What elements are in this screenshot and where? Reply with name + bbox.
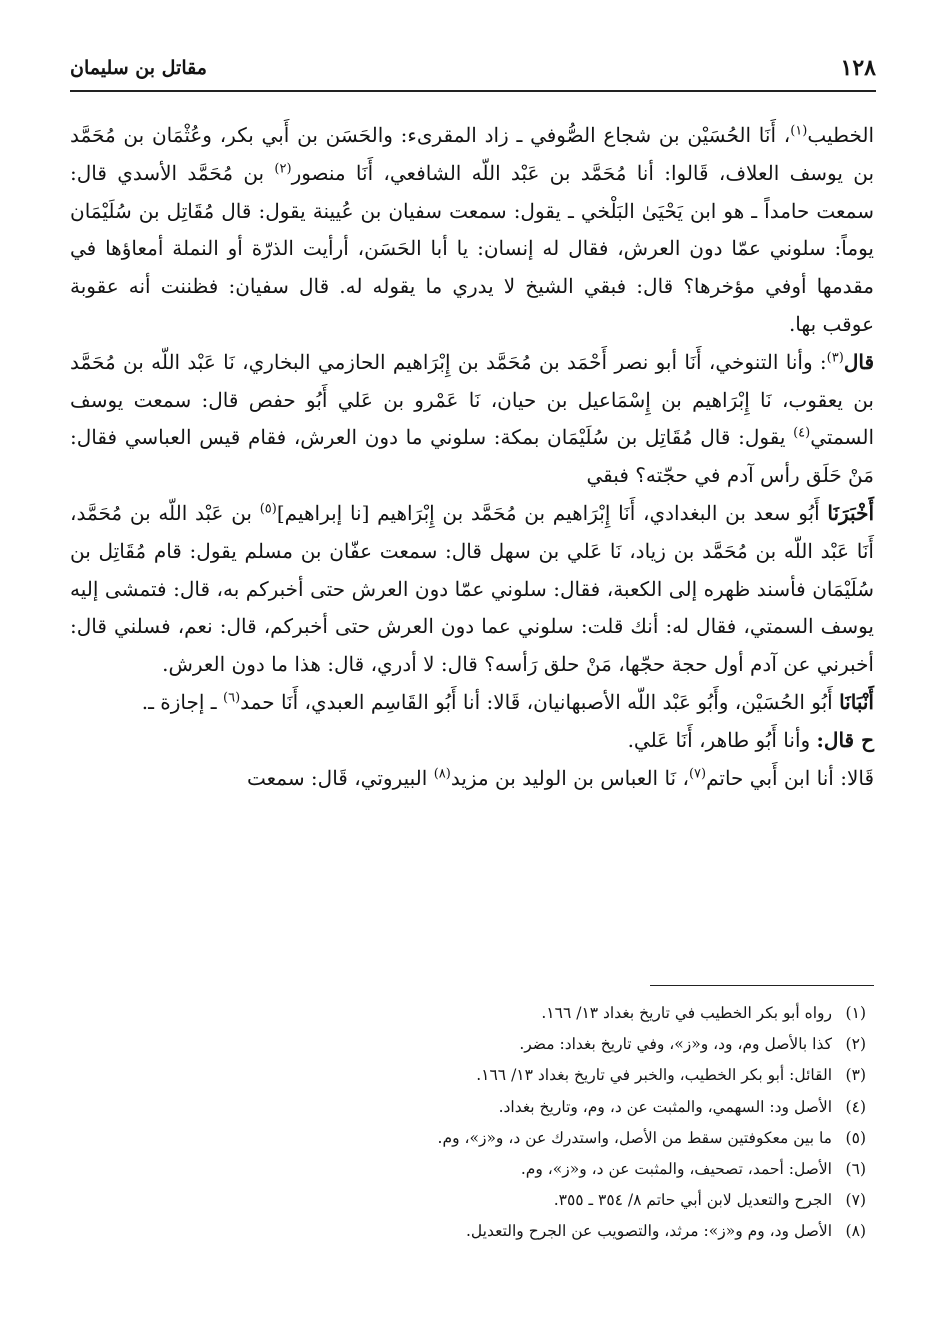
paragraph-lead: أَنْبَانَا — [839, 689, 874, 714]
paragraph-2 — [70, 344, 874, 495]
text-run: : وأنا التنوخي، أَنَا أبو نصر أَحْمَد بن مُحَمَّد بن إِبْرَاهيم الحازمي البخاري، نَا عَبْد اللّه بن مُحَمَّد بن يعقوب، نَا إِبْرَاهيم بن إِسْمَاعيل بن حيان، نَا عَمْرو بن عَلي أَبُو حفص قال: سمعت يوسف السمتي — [70, 349, 874, 450]
text-run: قَالا: أنا ابن أَبي حاتم — [706, 765, 874, 790]
text-run: ، نَا العباس بن الوليد بن مزيد — [450, 765, 689, 790]
footnote-number: (٧) — [845, 1191, 866, 1210]
footnote — [70, 1092, 866, 1123]
footnote-text: الأصل ود: السهمي، والمثبت عن د، وم، وتاريخ بغداد. — [498, 1097, 832, 1116]
text-run: أَبُو الحُسَيْن، وأَبُو عَبْد اللّه الأصبهانيان، قَالا: أنا أَبُو القَاسِم العبدي، أَنَا حمد — [240, 689, 840, 714]
text-run: الخطيب — [807, 123, 874, 147]
footnote-text: الأصل ود، وم و«ز»: مرثد، والتصويب عن الجرح والتعديل. — [466, 1222, 832, 1241]
footnote-text: الجرح والتعديل لابن أبي حاتم ٨/ ٣٥٤ ـ ٣٥٥. — [553, 1191, 832, 1210]
footnote-ref-3[interactable]: (٣) — [826, 350, 844, 366]
footnote-ref-7[interactable]: (٧) — [688, 765, 707, 781]
paragraph-lead: ح قال: — [816, 727, 874, 752]
footnotes — [70, 998, 866, 1248]
paragraph-1 — [70, 117, 874, 344]
footnote — [70, 1154, 866, 1185]
text-run: البيروتي، قَال: سمعت — [246, 765, 434, 790]
footnote-ref-1[interactable]: (١) — [790, 123, 808, 139]
paragraph-lead: أَخْبَرَنَا — [827, 500, 875, 525]
main-text — [70, 117, 874, 797]
text-run: أَبُو سعد بن البغدادي، أَنَا إِبْرَاهيم بن مُحَمَّد بن إِبْرَاهيم [نا إبراهيم] — [276, 500, 828, 525]
footnote-number: (٥) — [845, 1128, 866, 1147]
footnote-ref-4[interactable]: (٤) — [793, 425, 811, 441]
footnote-number: (٢) — [845, 1035, 866, 1054]
footnote-text: رواه أبو بكر الخطيب في تاريخ بغداد ١٣/ ١٦٦. — [541, 1004, 832, 1022]
paragraph-5 — [70, 722, 874, 760]
footnote — [70, 1029, 866, 1060]
page-number: ١٢٨ — [840, 55, 876, 81]
footnote-number: (٤) — [845, 1097, 866, 1116]
running-title: مقاتل بن سليمان — [70, 57, 207, 79]
paragraph-3 — [70, 495, 874, 684]
footnote — [70, 1216, 866, 1247]
paragraph-6 — [70, 760, 874, 798]
footnote-ref-2[interactable]: (٢) — [274, 161, 292, 177]
text-run: ، أَنَا الحُسَيْن بن شجاع الصُّوفي ـ زاد المقرىء: والحَسَن بن أَبي بكر، وعُثْمَان بن مُحَمَّد بن يوسف العلاف، قَالوا: أنا مُحَمَّد بن عَبْد اللّه الشافعي، أَنَا منصور — [70, 123, 875, 185]
paragraph-lead: قال — [843, 349, 874, 374]
header-rule — [70, 90, 876, 92]
footnote — [70, 1060, 866, 1091]
text-run: بن عَبْد اللّه بن مُحَمَّد، أَنَا عَبْد اللّه بن مُحَمَّد بن زياد، نَا عَلي بن سهل قال: سمعت عفّان بن مسلم يقول: قام مُقَاتِل بن سُلَيْمَان فأسند ظهره إلى الكعبة، فقال: سلوني عمّا دون العرش حتى أخبركم به، قال: فتمشى إليه يوسف السمتي، فقال له: أنك قلت: سلوني عما دون العرش حتى أخبركم، قال: نعم، فسلني قال: أخبرني عن آدم أول حجة حجّها، مَنْ حلق رَأسه؟ قال: لا أدري، قال: هذا ما دون العرش. — [70, 500, 874, 677]
footnote-number: (٨) — [845, 1222, 866, 1241]
page-header — [70, 50, 876, 86]
footnote-number: (١) — [845, 1004, 866, 1022]
text-run: وأنا أَبُو طاهر، أَنَا عَلي. — [627, 727, 817, 752]
footnote-rule — [650, 985, 874, 986]
text-run: بن مُحَمَّد الأسدي قال: سمعت حامداً ـ هو ابن يَحْيَىٰ البَلْخي ـ يقول: سمعت سفيان بن عُيينة يقول: قال مُقَاتِل بن سُلَيْمَان يوماً: سلوني عمّا دون العرش، فقال له إنسان: يا أبا الحَسَن، أرأيت الذرّة أو النملة أمعاؤها في مقدمها أوفي مؤخرها؟ قال: فبقي الشيخ لا يدري ما يقوله له. قال سفيان: فظننت أنه عقوبة عوقب بها. — [70, 160, 874, 336]
footnote — [70, 1185, 866, 1216]
footnote-number: (٦) — [845, 1160, 866, 1179]
footnote-text: ما بين معكوفتين سقط من الأصل، واستدرك عن د، و«ز»، وم. — [437, 1128, 832, 1147]
footnote-ref-6[interactable]: (٦) — [223, 690, 241, 706]
footnote-ref-8[interactable]: (٨) — [433, 765, 451, 781]
paragraph-4 — [70, 684, 874, 722]
footnote-text: القائل: أبو بكر الخطيب، والخبر في تاريخ بغداد ١٣/ ١٦٦. — [476, 1066, 832, 1085]
footnote — [70, 1123, 866, 1154]
footnote-number: (٣) — [845, 1066, 866, 1085]
text-run: يقول: قال مُقَاتِل بن سُلَيْمَان بمكة: سلوني ما دون العرش، فقام قيس العباسي فقال: مَنْ حَلَق رأس آدم في حجّته؟ فبقي — [70, 425, 874, 488]
text-run: ـ إجازة ـ. — [141, 689, 224, 714]
footnote-text: كذا بالأصل وم، ود، و«ز»، وفي تاريخ بغداد: مضر. — [519, 1035, 832, 1054]
footnote — [70, 998, 866, 1029]
footnote-text: الأصل: أحمد، تصحيف، والمثبت عن د، و«ز»، وم. — [520, 1160, 832, 1179]
footnote-ref-5[interactable]: (٥) — [259, 501, 277, 517]
